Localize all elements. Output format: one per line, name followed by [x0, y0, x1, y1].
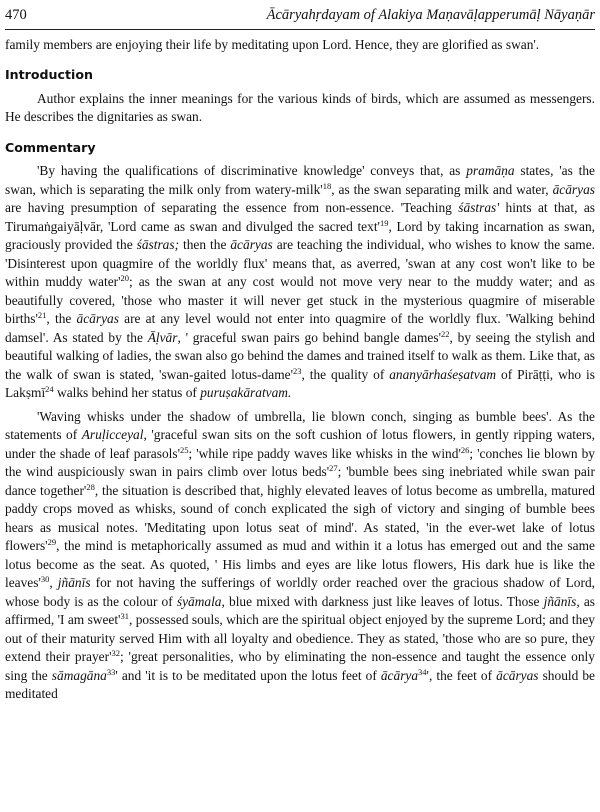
text-run: , as the swan separating milk and water,: [331, 181, 553, 197]
text-run: , the situation is described that, highly elevated leaves of lotus become as umbrella, matured paddy crops moved as whisks, sound of conch explicated the sigh of victory and singing of bumble bees hears as musical notes. 'Meditating upon lotus seat of mind'. As stated, 'in the ever-wet lake of lotus flowers': [5, 482, 595, 553]
footnote-ref: 34: [418, 666, 427, 677]
italic-term: śāstras': [458, 200, 500, 215]
footnote-ref: 29: [47, 537, 57, 547]
footnote-ref: 24: [45, 384, 54, 394]
section-heading-commentary: Commentary: [5, 139, 96, 155]
footnote-ref: 19: [379, 217, 389, 228]
italic-term: ananyārhaśeṣatvam: [389, 366, 497, 382]
continued-paragraph: [5, 36, 595, 55]
text-run: states, 'as the swan, which is separating the milk only from watery-milk': [5, 163, 595, 197]
text-run: ; 'bumble bees sing inebriated while swan pair dance together': [5, 464, 595, 498]
text-run: are at any level would not enter into quagmire of the worldly flux. 'Walking behind damsel'. As stated by the: [5, 311, 596, 345]
commentary-paragraph-2: [5, 408, 595, 704]
text-run: are teaching the individual, who wishes to know the same. 'Disinterest upon quagmire of the worldly flux' means that, as averred, 'swan at any cost won't like to be within muddy water': [5, 237, 596, 289]
text-run: ; as the swan at any cost would not move very near to the muddy water; and as beautifully covered, 'those who master it will never get stuck in the mysterious quagmire of miserable births': [5, 274, 596, 326]
footnote-ref: 32: [111, 648, 120, 658]
italic-term: śāstras;: [136, 237, 180, 252]
commentary-paragraph-1: [5, 162, 595, 403]
italic-term: Aruḷicceyal: [81, 427, 144, 442]
text-run: , the mind is metaphorically assumed as mud and within it a lotus has emerged out and the same lotus become as the seat. As quoted, ' His limbs and eyes are like lotus flowers, His dark hue is like the leaves': [5, 538, 595, 590]
footnote-ref: 20: [120, 273, 130, 283]
italic-term: ācāryas: [230, 237, 273, 252]
italic-term: jñānīs: [543, 593, 577, 609]
italic-term: jñānīs: [57, 575, 91, 590]
running-header: [5, 6, 595, 30]
text-run: 'Waving whisks under the shadow of umbrella, lie blown conch, singing as bumble bees'. As the statements of: [5, 408, 595, 442]
italic-term: ācārya: [380, 667, 419, 683]
page-number: 470: [5, 7, 27, 23]
footnote-ref: 33: [106, 666, 116, 677]
section-heading-introduction: Introduction: [5, 67, 93, 82]
italic-term: puruṣakāratvam.: [200, 385, 292, 400]
text-run: , ' graceful swan pairs go behind bangle dames': [177, 329, 441, 345]
text-run: ', the feet of: [426, 667, 497, 683]
introduction-paragraph: [5, 90, 595, 127]
text-run: , as affirmed, 'I am sweet': [5, 593, 595, 627]
text-run: Author explains the inner meanings for the various kinds of birds, which are assumed as messengers. He describes the dignitaries as swan.: [5, 90, 595, 124]
footnote-ref: 26: [460, 444, 470, 455]
text-run: then the: [179, 237, 231, 252]
text-run: of Pirāṭṭi, who is Lakṣmī: [5, 366, 595, 400]
footnote-ref: 22: [441, 328, 450, 339]
text-run: and 'it is to be meditated upon the lotus feet of: [117, 667, 381, 683]
italic-term: sāmagāna: [51, 667, 107, 683]
footnote-ref: 30: [40, 574, 50, 584]
text-run: walks behind her status of: [53, 385, 201, 400]
text-run: ,: [49, 575, 58, 590]
text-run: should be meditated: [5, 667, 595, 701]
text-run: ': [115, 667, 118, 683]
text-run: , possessed souls, which are the spiritual object enjoyed by the supreme Lord; and they out of their maturity served Him with all loyalty and obedience. They as stated, 'those who are so pure, they extend their prayer': [5, 612, 595, 664]
footnote-ref: 25: [179, 444, 189, 455]
text-run: for not having the sufferings of worldly order reached over the gracious shadow of Lord, whose body is as the colour of: [5, 575, 595, 609]
text-run: ; 'great personalities, who by eliminating the non-essence and taught the essence only sing the: [5, 649, 595, 683]
text-run: are having presumption of separating the essence from non-essence. 'Teaching: [5, 200, 459, 215]
footnote-ref: 18: [322, 180, 332, 191]
text-run: , the: [46, 311, 77, 326]
text-run: hints at that, as Tirumaṅgaiyāḷvār, 'Lord came as swan and divulged the sacred text': [5, 200, 595, 234]
footnote-ref: 23: [293, 365, 302, 376]
text-run: , Lord by taking incarnation as swan, graciously provided the: [5, 218, 595, 252]
text-run: ; 'while ripe paddy waves like whisks in the wind': [188, 445, 461, 461]
italic-term: śyāmala,: [176, 593, 225, 609]
text-run: blue mixed with darkness just like leaves of lotus. Those: [224, 593, 544, 609]
text-run: family members are enjoying their life by meditating upon Lord. Hence, they are glorified as swan'.: [5, 36, 540, 52]
italic-term: ācāryas: [76, 311, 119, 326]
italic-term: ācāryas: [552, 181, 595, 197]
text-run: , 'graceful swan sits on the soft cushion of lotus flowers, in gently ripping waters, under the shade of leaf parasols': [5, 427, 595, 461]
text-run: 'By having the qualifications of discriminative knowledge' conveys that, as: [37, 163, 467, 178]
italic-term: pramāṇa: [466, 163, 515, 178]
footnote-ref: 27: [329, 463, 338, 473]
text-run: ; 'conches lie blown by the wind auspiciously swan in pairs climb over lotus beds': [5, 445, 595, 479]
running-title: Ācāryahṛdayam of Alakiya Maṇavāḷapperumāḷ Nāyaṇār: [266, 7, 595, 23]
text-run: , the quality of: [301, 366, 390, 382]
footnote-ref: 31: [120, 611, 129, 621]
footnote-ref: 28: [86, 481, 95, 492]
footnote-ref: 21: [37, 310, 47, 320]
text-run: , by seeing the stylish and beautiful walking of ladies, the swan also go behind the dames and trained itself to walk as them. Like that, as the walk of swan is stated, 'swan-gaited lotus-dame': [5, 329, 595, 382]
italic-term: ācāryas: [496, 667, 539, 683]
italic-term: Āḷvār: [147, 329, 178, 345]
